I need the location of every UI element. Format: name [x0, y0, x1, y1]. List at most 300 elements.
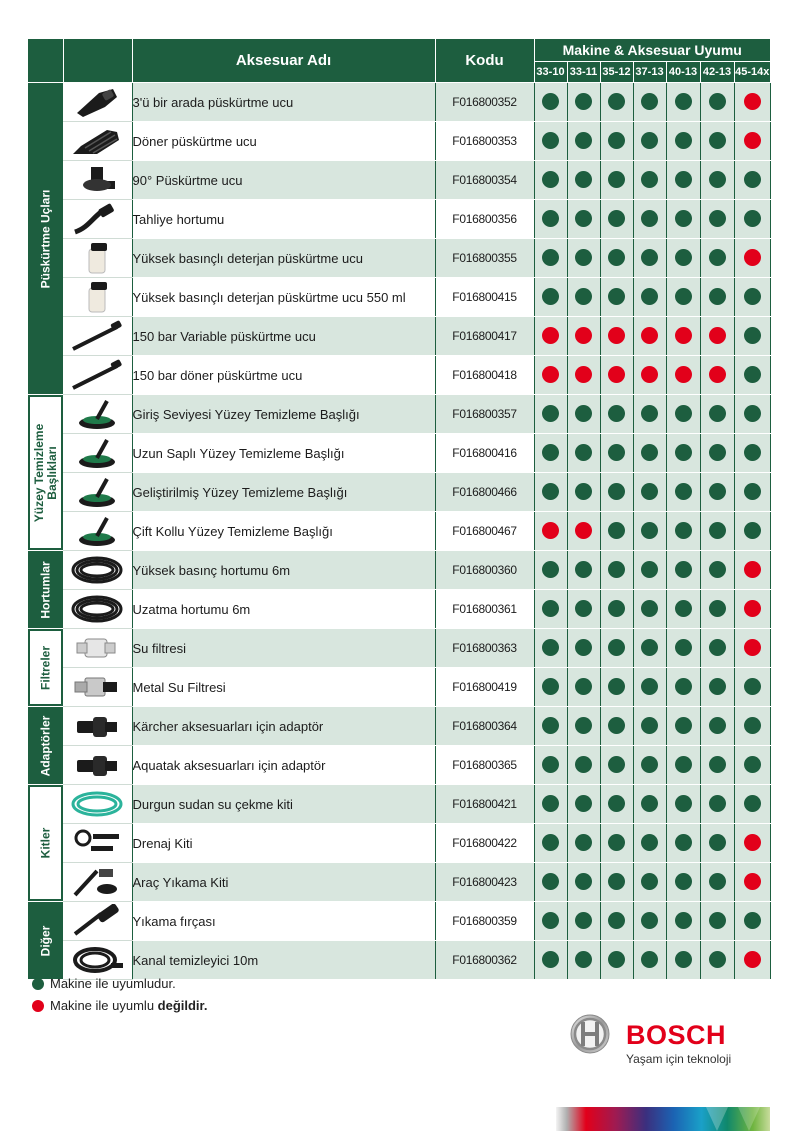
- accessory-code: F016800357: [435, 395, 534, 434]
- compatible-dot-icon: [744, 483, 761, 500]
- compatible-dot-icon: [709, 444, 726, 461]
- compat-cell-45-14x: [734, 824, 770, 863]
- accessory-code: F016800361: [435, 590, 534, 629]
- compatible-dot-icon: [575, 873, 592, 890]
- compat-cell-33-10: [534, 473, 567, 512]
- category-cell: [28, 902, 63, 980]
- compat-cell-33-11: [567, 941, 600, 980]
- accessory-code: F016800466: [435, 473, 534, 512]
- compatible-dot-icon: [608, 756, 625, 773]
- compatible-dot-icon: [608, 93, 625, 110]
- incompatible-dot-icon: [744, 93, 761, 110]
- compat-cell-37-13: [633, 122, 666, 161]
- compatible-dot-icon: [575, 444, 592, 461]
- incompatible-dot-icon: [744, 249, 761, 266]
- compat-cell-37-13: [633, 863, 666, 902]
- table-row: [28, 590, 770, 629]
- compat-cell-33-10: [534, 785, 567, 824]
- compat-cell-45-14x: [734, 356, 770, 395]
- compat-cell-42-13: [700, 512, 734, 551]
- compatible-dot-icon: [744, 327, 761, 344]
- legend-incompatible-text: Makine ile uyumlu: [50, 998, 158, 1013]
- accessory-code: F016800359: [435, 902, 534, 941]
- surface-cleaner-icon: [63, 434, 132, 473]
- compat-cell-42-13: [700, 863, 734, 902]
- table-row: [28, 668, 770, 707]
- incompatible-dot-icon: [744, 834, 761, 851]
- compatible-dot-icon: [675, 717, 692, 734]
- compat-cell-40-13: [666, 239, 700, 278]
- compat-cell-35-12: [600, 551, 633, 590]
- table-body: [28, 83, 770, 980]
- compatible-dot-icon: [542, 483, 559, 500]
- drain-hose-icon: [63, 200, 132, 239]
- compat-cell-33-11: [567, 785, 600, 824]
- compatible-dot-icon: [641, 210, 658, 227]
- accessory-code: F016800362: [435, 941, 534, 980]
- compat-cell-42-13: [700, 434, 734, 473]
- compat-cell-40-13: [666, 746, 700, 785]
- compatible-dot-icon: [641, 678, 658, 695]
- accessory-name: Durgun sudan su çekme kiti: [132, 785, 435, 824]
- compatible-dot-icon: [641, 405, 658, 422]
- compat-cell-42-13: [700, 395, 734, 434]
- compat-cell-45-14x: [734, 902, 770, 941]
- compatible-dot-icon: [709, 756, 726, 773]
- water-filter-icon: [63, 629, 132, 668]
- accessory-name: Giriş Seviyesi Yüzey Temizleme Başlığı: [132, 395, 435, 434]
- compatible-dot-icon: [542, 717, 559, 734]
- category-box: [30, 631, 61, 704]
- compat-cell-42-13: [700, 941, 734, 980]
- table-row: [28, 473, 770, 512]
- accessory-code: F016800416: [435, 434, 534, 473]
- compat-cell-37-13: [633, 785, 666, 824]
- compat-cell-33-11: [567, 278, 600, 317]
- compat-cell-45-14x: [734, 629, 770, 668]
- compat-cell-35-12: [600, 941, 633, 980]
- compatible-dot-icon: [675, 756, 692, 773]
- compat-cell-45-14x: [734, 200, 770, 239]
- compatible-dot-icon: [575, 249, 592, 266]
- compatible-dot-icon: [641, 288, 658, 305]
- incompatible-dot-icon: [709, 366, 726, 383]
- compat-cell-33-10: [534, 629, 567, 668]
- compatible-dot-icon: [575, 483, 592, 500]
- compat-cell-35-12: [600, 122, 633, 161]
- compat-cell-40-13: [666, 200, 700, 239]
- category-cell: [28, 83, 63, 395]
- compat-cell-45-14x: [734, 473, 770, 512]
- compatible-dot-icon: [641, 834, 658, 851]
- compat-cell-42-13: [700, 824, 734, 863]
- compat-cell-35-12: [600, 902, 633, 941]
- accessory-name: Kanal temizleyici 10m: [132, 941, 435, 980]
- model-header-33-10: 33-10: [534, 62, 567, 83]
- compat-cell-35-12: [600, 200, 633, 239]
- compat-cell-33-11: [567, 551, 600, 590]
- accessory-code: F016800423: [435, 863, 534, 902]
- compat-cell-37-13: [633, 941, 666, 980]
- category-label: Hortumlar: [38, 560, 52, 619]
- compatible-dot-icon: [575, 834, 592, 851]
- compatible-dot-icon: [675, 405, 692, 422]
- compatible-dot-icon: [608, 249, 625, 266]
- table-row: [28, 785, 770, 824]
- compat-cell-42-13: [700, 239, 734, 278]
- compatible-dot-icon: [542, 210, 559, 227]
- category-label: Püskürtme Uçları: [38, 189, 52, 288]
- compat-cell-33-11: [567, 473, 600, 512]
- compat-cell-42-13: [700, 668, 734, 707]
- compatible-dot-icon: [744, 795, 761, 812]
- legend-incompatible-bold: değildir.: [157, 998, 208, 1013]
- compatible-dot-icon: [641, 522, 658, 539]
- compat-cell-45-14x: [734, 668, 770, 707]
- compatible-dot-icon: [542, 873, 559, 890]
- compatible-dot-icon: [608, 678, 625, 695]
- compatible-dot-icon: [744, 171, 761, 188]
- compatible-dot-icon: [542, 639, 559, 656]
- accessory-code: F016800356: [435, 200, 534, 239]
- compat-cell-40-13: [666, 785, 700, 824]
- accessory-code: F016800355: [435, 239, 534, 278]
- compat-cell-33-11: [567, 200, 600, 239]
- compat-cell-37-13: [633, 395, 666, 434]
- incompatible-dot-icon: [608, 366, 625, 383]
- accessory-name: 150 bar döner püskürtme ucu: [132, 356, 435, 395]
- incompatible-dot-icon: [744, 600, 761, 617]
- compat-cell-45-14x: [734, 941, 770, 980]
- compatible-dot-icon: [744, 288, 761, 305]
- compat-cell-45-14x: [734, 278, 770, 317]
- compatible-dot-icon: [542, 561, 559, 578]
- brand-color-strip: [556, 1107, 770, 1131]
- compat-cell-37-13: [633, 707, 666, 746]
- compat-cell-40-13: [666, 473, 700, 512]
- compat-cell-40-13: [666, 512, 700, 551]
- compatible-dot-icon: [542, 288, 559, 305]
- compatible-dot-icon: [709, 600, 726, 617]
- table-row: [28, 200, 770, 239]
- compatible-dot-icon: [641, 93, 658, 110]
- compat-cell-42-13: [700, 200, 734, 239]
- compat-cell-42-13: [700, 746, 734, 785]
- category-box: [30, 397, 61, 548]
- header-accessory-name: Aksesuar Adı: [132, 39, 435, 83]
- compat-cell-37-13: [633, 239, 666, 278]
- pipe-cleaner-icon: [63, 941, 132, 980]
- compat-cell-40-13: [666, 590, 700, 629]
- compatible-dot-icon: [575, 717, 592, 734]
- compat-cell-42-13: [700, 278, 734, 317]
- surface-cleaner-icon: [63, 395, 132, 434]
- compat-cell-45-14x: [734, 83, 770, 122]
- compatible-dot-icon: [709, 288, 726, 305]
- table-row: [28, 551, 770, 590]
- incompatible-dot-icon: [575, 327, 592, 344]
- compat-cell-37-13: [633, 668, 666, 707]
- compatible-dot-icon: [641, 873, 658, 890]
- compat-cell-33-10: [534, 317, 567, 356]
- compat-cell-35-12: [600, 707, 633, 746]
- compat-cell-35-12: [600, 161, 633, 200]
- category-cell: [28, 785, 63, 902]
- compat-cell-40-13: [666, 668, 700, 707]
- incompatible-dot-icon: [575, 522, 592, 539]
- compat-cell-42-13: [700, 122, 734, 161]
- compat-cell-35-12: [600, 356, 633, 395]
- incompatible-dot-icon: [709, 327, 726, 344]
- compatible-dot-icon: [608, 132, 625, 149]
- green-dot-icon: [32, 978, 44, 990]
- accessory-name: 3'ü bir arada püskürtme ucu: [132, 83, 435, 122]
- compat-cell-42-13: [700, 161, 734, 200]
- compat-cell-40-13: [666, 551, 700, 590]
- accessory-name: Geliştirilmiş Yüzey Temizleme Başlığı: [132, 473, 435, 512]
- compat-cell-37-13: [633, 746, 666, 785]
- category-label: Kitler: [38, 827, 52, 859]
- compat-cell-37-13: [633, 551, 666, 590]
- accessory-name: Su filtresi: [132, 629, 435, 668]
- accessory-name: Yıkama fırçası: [132, 902, 435, 941]
- compat-cell-35-12: [600, 824, 633, 863]
- adapter-icon: [63, 746, 132, 785]
- compatible-dot-icon: [542, 951, 559, 968]
- compatible-dot-icon: [542, 756, 559, 773]
- category-cell: [28, 395, 63, 551]
- compatible-dot-icon: [608, 405, 625, 422]
- incompatible-dot-icon: [542, 327, 559, 344]
- compatibility-table: [28, 39, 771, 980]
- compat-cell-33-11: [567, 863, 600, 902]
- compatible-dot-icon: [542, 132, 559, 149]
- compat-cell-33-11: [567, 161, 600, 200]
- compatible-dot-icon: [641, 600, 658, 617]
- compat-cell-33-11: [567, 902, 600, 941]
- compat-cell-42-13: [700, 590, 734, 629]
- table-row: [28, 356, 770, 395]
- compatible-dot-icon: [608, 522, 625, 539]
- compat-cell-35-12: [600, 395, 633, 434]
- incompatible-dot-icon: [575, 366, 592, 383]
- compat-cell-40-13: [666, 356, 700, 395]
- compat-cell-33-10: [534, 239, 567, 278]
- category-cell: [28, 707, 63, 785]
- compat-cell-33-10: [534, 434, 567, 473]
- compat-cell-33-10: [534, 278, 567, 317]
- compatible-dot-icon: [641, 795, 658, 812]
- compat-cell-45-14x: [734, 863, 770, 902]
- compat-cell-42-13: [700, 83, 734, 122]
- compat-cell-45-14x: [734, 239, 770, 278]
- compatible-dot-icon: [542, 678, 559, 695]
- table-row: [28, 902, 770, 941]
- compat-cell-33-11: [567, 512, 600, 551]
- legend-compatible-text: Makine ile uyumludur.: [50, 976, 176, 991]
- compat-cell-40-13: [666, 395, 700, 434]
- accessory-code: F016800419: [435, 668, 534, 707]
- compatible-dot-icon: [575, 678, 592, 695]
- compatible-dot-icon: [575, 405, 592, 422]
- compat-cell-33-10: [534, 902, 567, 941]
- compat-cell-35-12: [600, 668, 633, 707]
- category-label: Diğer: [38, 925, 52, 956]
- header-compatibility: Makine & Aksesuar Uyumu: [534, 39, 770, 62]
- compat-cell-40-13: [666, 941, 700, 980]
- compatible-dot-icon: [709, 249, 726, 266]
- compat-cell-33-10: [534, 512, 567, 551]
- compat-cell-35-12: [600, 473, 633, 512]
- incompatible-dot-icon: [744, 951, 761, 968]
- brand-tagline: Yaşam için teknoloji: [626, 1052, 732, 1066]
- compatible-dot-icon: [709, 795, 726, 812]
- compatible-dot-icon: [641, 249, 658, 266]
- table-row: [28, 317, 770, 356]
- compat-cell-35-12: [600, 317, 633, 356]
- compat-cell-33-10: [534, 746, 567, 785]
- compatible-dot-icon: [744, 717, 761, 734]
- compat-cell-33-10: [534, 824, 567, 863]
- red-dot-icon: [32, 1000, 44, 1012]
- accessory-name: Yüksek basınç hortumu 6m: [132, 551, 435, 590]
- compat-cell-37-13: [633, 200, 666, 239]
- compat-cell-42-13: [700, 902, 734, 941]
- compatible-dot-icon: [641, 756, 658, 773]
- compat-cell-33-11: [567, 824, 600, 863]
- drain-kit-icon: [63, 824, 132, 863]
- compatible-dot-icon: [675, 834, 692, 851]
- compatible-dot-icon: [641, 951, 658, 968]
- accessory-name: Çift Kollu Yüzey Temizleme Başlığı: [132, 512, 435, 551]
- compatible-dot-icon: [608, 288, 625, 305]
- table-row: [28, 707, 770, 746]
- table-row: [28, 746, 770, 785]
- incompatible-dot-icon: [641, 327, 658, 344]
- compatible-dot-icon: [709, 210, 726, 227]
- compat-cell-42-13: [700, 785, 734, 824]
- incompatible-dot-icon: [744, 132, 761, 149]
- category-label: Yüzey Temizleme Başlıkları: [31, 423, 59, 522]
- compatible-dot-icon: [675, 483, 692, 500]
- compat-cell-40-13: [666, 707, 700, 746]
- compatible-dot-icon: [709, 834, 726, 851]
- compat-cell-37-13: [633, 902, 666, 941]
- compat-cell-42-13: [700, 317, 734, 356]
- header-image-cell: [63, 39, 132, 83]
- nozzle-icon: [63, 83, 132, 122]
- compatible-dot-icon: [641, 132, 658, 149]
- compatible-dot-icon: [641, 483, 658, 500]
- compat-cell-33-11: [567, 239, 600, 278]
- compat-cell-33-11: [567, 122, 600, 161]
- compatible-dot-icon: [542, 600, 559, 617]
- compatible-dot-icon: [641, 639, 658, 656]
- table-row: [28, 941, 770, 980]
- compatible-dot-icon: [675, 912, 692, 929]
- accessory-code: F016800353: [435, 122, 534, 161]
- lance-icon: [63, 356, 132, 395]
- surface-cleaner-icon: [63, 512, 132, 551]
- category-label: Filtreler: [38, 645, 52, 690]
- compatible-dot-icon: [542, 834, 559, 851]
- accessory-name: Drenaj Kiti: [132, 824, 435, 863]
- incompatible-dot-icon: [675, 366, 692, 383]
- accessory-name: Uzatma hortumu 6m: [132, 590, 435, 629]
- compat-cell-33-11: [567, 356, 600, 395]
- compatible-dot-icon: [641, 912, 658, 929]
- hose-coil-icon: [63, 551, 132, 590]
- compat-cell-33-10: [534, 590, 567, 629]
- compat-cell-40-13: [666, 824, 700, 863]
- compatible-dot-icon: [608, 834, 625, 851]
- incompatible-dot-icon: [641, 366, 658, 383]
- table-row: [28, 395, 770, 434]
- compat-cell-33-10: [534, 161, 567, 200]
- compatible-dot-icon: [641, 444, 658, 461]
- compat-cell-35-12: [600, 590, 633, 629]
- category-label: Adaptörler: [38, 715, 52, 776]
- compat-cell-42-13: [700, 473, 734, 512]
- compat-cell-33-10: [534, 122, 567, 161]
- accessory-code: F016800365: [435, 746, 534, 785]
- compat-cell-37-13: [633, 434, 666, 473]
- compatible-dot-icon: [675, 600, 692, 617]
- compatible-dot-icon: [675, 444, 692, 461]
- compatible-dot-icon: [575, 795, 592, 812]
- compat-cell-35-12: [600, 629, 633, 668]
- incompatible-dot-icon: [744, 639, 761, 656]
- compat-cell-33-11: [567, 668, 600, 707]
- compatible-dot-icon: [542, 795, 559, 812]
- accessory-code: F016800422: [435, 824, 534, 863]
- suction-hose-icon: [63, 785, 132, 824]
- accessory-code: F016800418: [435, 356, 534, 395]
- compatible-dot-icon: [542, 444, 559, 461]
- compatible-dot-icon: [542, 912, 559, 929]
- compat-cell-45-14x: [734, 785, 770, 824]
- compatible-dot-icon: [709, 873, 726, 890]
- compatible-dot-icon: [709, 678, 726, 695]
- compat-cell-40-13: [666, 434, 700, 473]
- compatible-dot-icon: [675, 171, 692, 188]
- compat-cell-35-12: [600, 512, 633, 551]
- compat-cell-42-13: [700, 356, 734, 395]
- compat-cell-45-14x: [734, 746, 770, 785]
- compatible-dot-icon: [675, 951, 692, 968]
- compat-cell-37-13: [633, 512, 666, 551]
- compatible-dot-icon: [675, 795, 692, 812]
- compatible-dot-icon: [608, 639, 625, 656]
- model-header-33-11: 33-11: [567, 62, 600, 83]
- compat-cell-37-13: [633, 824, 666, 863]
- accessory-name: Yüksek basınçlı deterjan püskürtme ucu: [132, 239, 435, 278]
- category-cell: [28, 551, 63, 629]
- compatible-dot-icon: [608, 600, 625, 617]
- compat-cell-33-11: [567, 434, 600, 473]
- compatible-dot-icon: [675, 873, 692, 890]
- compatible-dot-icon: [675, 522, 692, 539]
- compatible-dot-icon: [744, 756, 761, 773]
- compatible-dot-icon: [709, 132, 726, 149]
- compatible-dot-icon: [709, 912, 726, 929]
- compatible-dot-icon: [575, 600, 592, 617]
- accessory-name: Yüksek basınçlı deterjan püskürtme ucu 550 ml: [132, 278, 435, 317]
- accessory-code: F016800421: [435, 785, 534, 824]
- compatible-dot-icon: [744, 405, 761, 422]
- table-row: [28, 278, 770, 317]
- compat-cell-37-13: [633, 590, 666, 629]
